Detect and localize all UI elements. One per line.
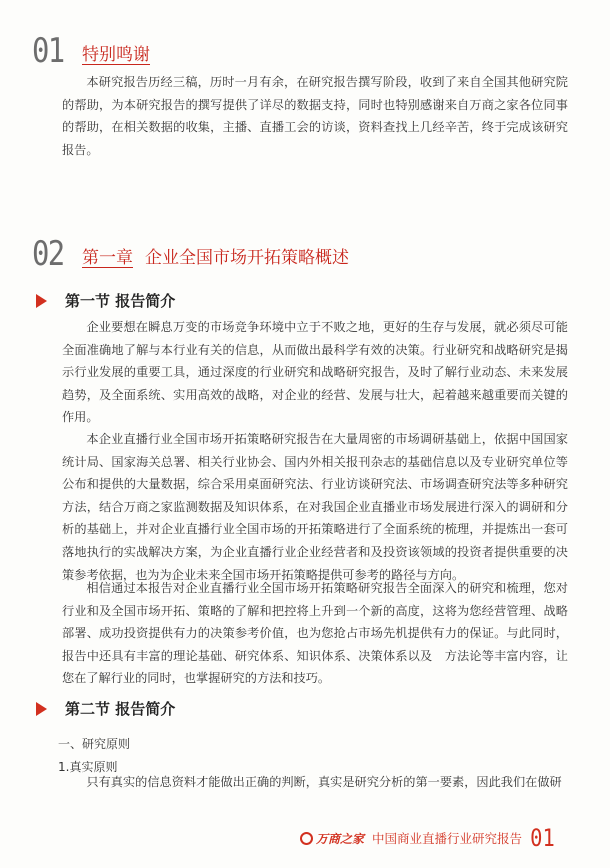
page-number: 01 [530, 824, 555, 852]
acknowledgement-paragraph: 本研究报告历经三稿，历时一月有余，在研究报告撰写阶段，收到了来自全国其他研究院的帮助，为本研究报告的撰写提供了详尽的数据支持，同时也特别感谢来自万商之家各位同事的帮助，在相关数据的收集，主播、直播工会的访谈，资料查找上几经辛苦，终于完成该研究报告。 [62, 75, 568, 157]
footer-title: 中国商业直播行业研究报告 [372, 831, 523, 846]
chapter-label: 第一章 [82, 248, 133, 268]
section-2-heading [32, 234, 349, 274]
node-1-paragraph-2: 本企业直播行业全国市场开拓策略研究报告在大量周密的市场调研基础上，依据中国国家统计局、国家海关总署、相关行业协会、国内外相关报刊杂志的基础信息以及专业研究单位等公布和提供的大量数据，综合采用桌面研究法、行业访谈研究法、市场调查研究法等多种研究方法，结合万商之家监测数据及知识体系，在对我国企业直播业市场发展进行深入的调研和分析的基础上，并对企业直播行业全国市场的开拓策略进行了全面系统的梳理，并提炼出一套可落地执行的实战解决方案，为企业直播行业企业经营者和及投资该领域的投资者提供重要的决策参考依据，也为为企业未来全国市场开拓策略提供可参考的路径与方向。 [62, 432, 568, 582]
section-1-number: 01 [32, 31, 64, 71]
section-1-title: 特别鸣谢 [82, 45, 150, 65]
triangle-bullet-icon [36, 702, 47, 716]
brand-mark-icon [300, 832, 313, 845]
chapter-name: 企业全国市场开拓策略概述 [145, 248, 349, 268]
brand-logo: 万商之家 [300, 830, 364, 847]
node-1-paragraph-1: 企业要想在瞬息万变的市场竞争环境中立于不败之地，更好的生存与发展，就必须尽可能全面准确地了解与本行业有关的信息，从而做出最科学有效的决策。行业研究和战略研究是揭示行业发展的重要工具，通过深度的行业研究和战略研究报告，及时了解行业动态、未来发展趋势，及全面系统、实用高效的战略，对企业的经营、发展与壮大，起着越来越重要而关键的作用。 [62, 320, 568, 425]
node-1-heading: 第一节 报告简介 [36, 290, 175, 311]
truth-principle-heading: 1.真实原则 [58, 760, 118, 774]
chapter-title [82, 248, 349, 271]
section-1-heading [32, 31, 150, 71]
node-1-paragraph-3: 相信通过本报告对企业直播行业全国市场开拓策略研究报告全面深入的研究和梳理，您对行业和及全国市场开拓、策略的了解和把控将上升到一个新的高度，这将为您经营管理、战略部署、成功投资提供有力的决策参考价值，也为您抢占市场先机提供有力的保证。与此同时，报告中还具有丰富的理论基础、研究体系、知识体系、决策体系以及 方法论等丰富内容，让您在了解行业的同时，也掌握研究的方法和技巧。 [62, 581, 568, 686]
truth-principle-paragraph: 只有真实的信息资料才能做出正确的判断，真实是研究分析的第一要素，因此我们在做研 [86, 775, 562, 789]
section-2-number: 02 [32, 234, 64, 274]
triangle-bullet-icon [36, 294, 47, 308]
node-2-heading: 第二节 报告简介 [36, 698, 175, 719]
page-footer [300, 826, 590, 850]
research-principle-heading: 一、研究原则 [58, 737, 131, 751]
